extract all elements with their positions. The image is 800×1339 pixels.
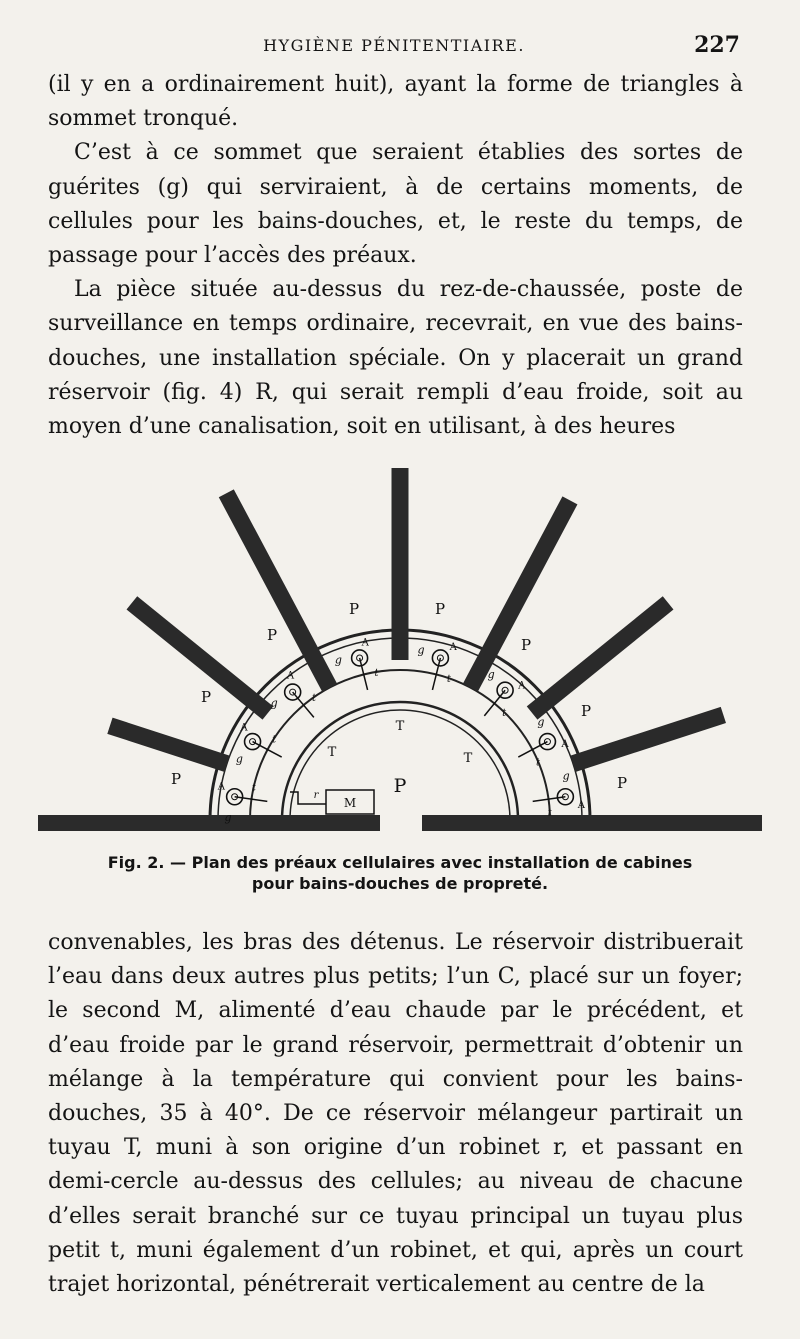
label-t-left: T [327,745,337,760]
label-a-3: A [286,670,295,682]
label-t-8: t [547,808,552,820]
label-g-3: g [270,696,278,710]
radial-wall-2 [132,603,268,713]
label-a-1: A [217,781,225,793]
label-r: r [313,790,319,801]
label-preau-3: P [266,626,278,644]
label-t-6: t [502,708,507,720]
running-title: HYGIÈNE PÉNITENTIAIRE. [263,36,525,55]
figure-caption [60,852,740,894]
figure-plan-preaux [36,462,764,834]
label-g-1: g [224,810,232,824]
radial-wall-7 [573,715,723,764]
cell-ring-arc [250,667,550,820]
label-g-6: g [487,668,495,682]
paragraph-guerites: C’est à ce sommet que seraient établies des sortes de guérites (g) qui serviraient, à de certains moments, de cellules pour les bains-douches, et, le reste du temps, de passage pour l’accès des préaux. [48,140,743,269]
shower-apparatus-7 [539,734,555,750]
label-g-5: g [417,643,425,657]
shower-apparatus-6 [497,682,513,698]
label-preau-1: P [170,770,182,788]
label-a-7: A [561,739,569,751]
label-t-2: t [272,734,277,746]
label-t-1: t [251,782,256,794]
caption-line-1: Fig. 2. — Plan des préaux cellulaires avec installation de cabines [107,853,693,872]
label-t-3: t [311,693,316,705]
label-preau-5: P [434,600,446,618]
label-central-p: P [393,775,407,797]
ground-wall-right [422,815,762,831]
label-preau-6: P [520,636,532,654]
label-m: M [343,796,357,810]
label-a-6: A [518,680,526,692]
body-text-top [48,68,743,444]
body-text-bottom [48,926,743,1302]
radial-wall-6 [532,603,668,713]
label-preau-7: P [580,702,592,720]
ground-wall-left [38,815,380,831]
label-g-8: g [562,769,570,783]
label-a-4: A [361,637,369,649]
label-g-7: g [537,715,545,729]
label-t-5: t [446,674,451,686]
label-g-2: g [235,752,243,766]
radial-wall-3 [226,493,329,687]
shower-rose-7 [544,739,550,745]
feed-pipe [290,792,326,804]
paragraph-distribution: convenables, les bras des détenus. Le réservoir distribuerait l’eau dans deux autres plus petits; l’un C, placé sur un foyer; le second M, alimenté d’eau chaude par le précédent, et d’eau froide par le grand réservoir, permettrait d’obtenir un mélange à la température qui convient pour les bains-douches, 35 à 40°. De ce réservoir mélangeur partirait un tuyau T, muni à son origine d’un robinet r, et passant en demi-cercle au-dessus des cellules; au niveau de chacune d’elles serait branché sur ce tuyau principal un tuyau plus petit t, muni également d’un robinet, et qui, après un court trajet horizontal, pénétrerait verticalement au centre de la [48,930,743,1298]
shower-apparatus-1 [227,789,243,805]
radial-wall-1 [110,726,227,764]
label-preau-8: P [616,774,628,792]
radial-wall-5 [470,500,570,687]
caption-line-2: pour bains-douches de propreté. [251,874,549,893]
label-preau-2: P [200,688,212,706]
label-a-8: A [577,800,585,812]
label-a-5: A [449,641,457,653]
label-t-7: t [536,757,541,769]
plan-diagram [36,462,764,834]
paragraph-reservoir: La pièce située au-dessus du rez-de-chaussée, poste de surveillance en temps ordinaire, recevrait, en vue des bains-douches, une installation spéciale. On y placerait un grand réservoir (fig. 4) R, qui serait rempli d’eau froide, soit au moyen d’une canalisation, soit en utilisant, à des heures [48,277,743,440]
small-pipe-3 [293,692,314,717]
label-t-right: T [463,751,473,766]
small-pipe-2 [253,742,282,757]
paragraph-continued: (il y en a ordinairement huit), ayant la forme de triangles à sommet tronqué. [48,72,743,132]
small-pipe-7 [518,742,547,757]
page-header [48,32,740,60]
label-t-top: T [395,719,405,734]
label-t-4: t [374,667,379,679]
page-number: 227 [694,32,740,58]
label-a-2: A [240,722,248,734]
label-g-4: g [334,653,342,667]
shower-apparatus-8 [557,789,573,805]
label-preau-4: P [348,600,360,618]
